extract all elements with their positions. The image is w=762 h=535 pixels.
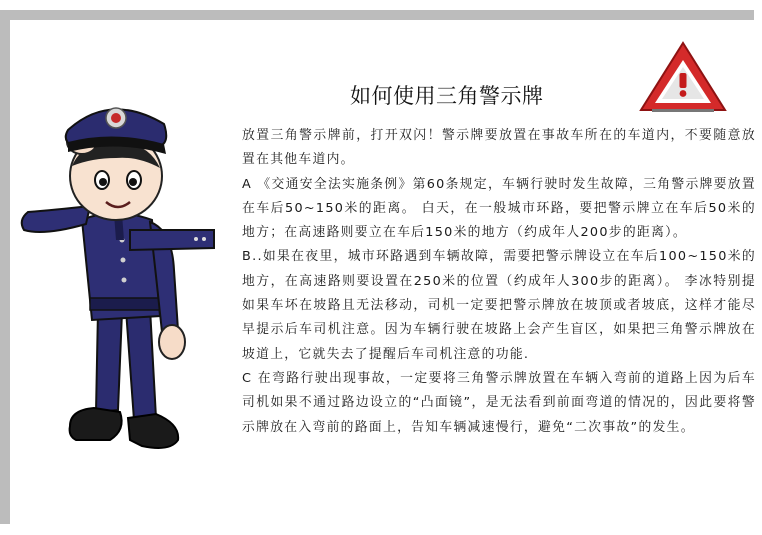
paragraph-b: B..如果在夜里，城市环路遇到车辆故障，需要把警示牌设立在车后100~150米的地方，在高速路则要设置在250米的位置（约成年人300步的距离）。 李冰特别提如果车坏在坡路且无法移动，司机一定要把警示牌放在坡顶或者坡底，这样才能尽早提示后车司机注意。因为车辆行驶在坡路上会产生盲区，如果把三角警示牌放在坡道上，它就失去了提醒后车司机注意的功能. (242, 249, 756, 362)
warning-triangle-icon (638, 40, 728, 114)
frame-left-border (0, 10, 10, 524)
paragraph-c: C 在弯路行驶出现事故，一定要将三角警示牌放置在车辆入弯前的道路上因为后车司机如果不通过路边设立的“凸面镜”，是无法看到前面弯道的情况的，因此要将警示牌放在入弯前的路面上，告知车辆减速慢行，避免“二次事故”的发生。 (242, 370, 756, 435)
frame-top-border (0, 10, 754, 20)
paragraph-a: A 《交通安全法实施条例》第60条规定，车辆行驶时发生故障，三角警示牌要放置在车后50~150米的距离。 白天，在一般城市环路，要把警示牌立在车后50米的地方；在高速路则要立在车后150米的地方（约成年人200步的距离）。 (242, 176, 756, 241)
instructions-text (242, 124, 756, 440)
page-title: 如何使用三角警示牌 (350, 84, 544, 108)
police-officer-saluting-icon (10, 80, 220, 480)
paragraph-intro: 放置三角警示牌前，打开双闪！警示牌要放置在事故车所在的车道内，不要随意放置在其他车道内。 (242, 128, 756, 168)
